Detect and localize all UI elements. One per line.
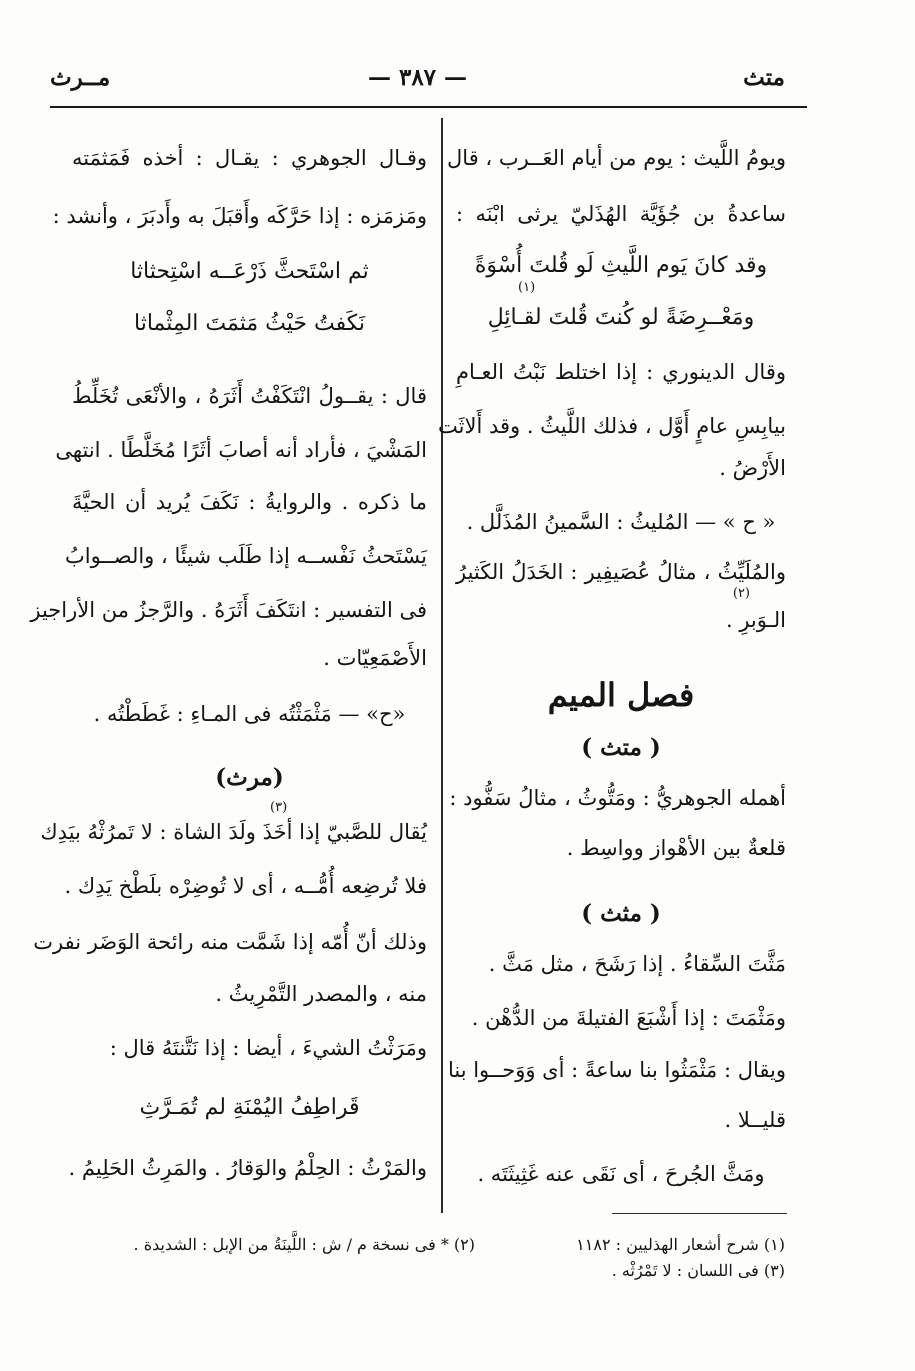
text-line: ومَرَثْتُ الشيءَ ، أيضا : إذا نَتَّنتَهُ قال :: [109, 1036, 427, 1060]
section-title: فصل الميم: [547, 676, 695, 714]
page-header: [50, 64, 785, 108]
header-rule: [50, 106, 807, 108]
page-number: — ٣٨٧ —: [367, 64, 468, 91]
text-line: ومَزمَزه : إذا حَرَّكَه وأَقبَلَ به وأَدبَرَ ، وأنشد :: [52, 204, 427, 228]
text-line: ويومُ اللَّيث : يوم من أيام العَــرب ، قال: [447, 146, 786, 170]
entry-heading: ( مثث ): [581, 900, 661, 927]
footnote-3: (٣) فى اللسان : لا تَمْرُثْه .: [611, 1261, 785, 1280]
verse-line: نَكَفتُ حَيْثُ مَثمَتَ المِثْماثا: [134, 311, 365, 336]
text-line: الـوَبرِ .: [725, 608, 786, 632]
text-line: فى التفسير : انتَكَفَ أَثَرَهُ . والرَّجزُ من الأراجيز: [30, 598, 427, 622]
entry-heading: ( متث ): [581, 734, 661, 761]
text-line: بيابِسِ عامٍ أَوَّل ، فذلك اللَّيثُ . وقد أَلاثَت: [438, 414, 786, 438]
text-line: ساعدةُ بن جُؤَيَّة الهُذَليّ يرثى ابْنَه :: [456, 202, 786, 226]
text-line: ما ذكره . والروايةُ : نَكَفَ يُريد أن الحيَّةَ: [72, 490, 427, 514]
footnote-rule: [612, 1213, 787, 1214]
text-line: ومَثَّ الجُرحَ ، أى نَقَى عنه غَثِيثَتَه .: [477, 1162, 765, 1186]
header-right-word: متث: [743, 64, 785, 91]
footnote-marker: (٣): [270, 800, 288, 815]
text-line: « ح » — المُليثُ : السَّمينُ المُذَلَّل .: [466, 510, 776, 534]
text-line: ومَثْمَتَ : إذا أَشْبَعَ الفتيلةَ من الدُّهْن .: [471, 1006, 786, 1030]
text-line: فلا تُرضِعه أُمُّــه ، أى لا تُوضِرْه بلَطْخ يَدِك .: [64, 874, 427, 898]
text-line: المَشْيَ ، فأراد أنه أصابَ أثَرًا مُخَلَّطًا . انتهى: [55, 438, 427, 462]
verse-line: ومَعْــرِضَةً لو كُنتَ قُلتَ لقـائِلِ: [487, 305, 755, 330]
text-line: والمَرْثُ : الحِلْمُ والوَقارُ . والمَرِثُ الحَلِيمُ .: [68, 1156, 427, 1180]
text-line: يَسْتَحثُ نَفْســه إذا طَلَب شيئًا ، والصــوابُ: [64, 544, 427, 568]
footnote-marker: (١): [518, 280, 536, 295]
text-line: وذلك أنّ أُمّه إذا شَمَّت منه رائحة الوَضَر نفرت: [33, 930, 427, 954]
text-line: الأَرْضُ .: [719, 456, 786, 480]
text-line: مَثَّتَ السِّقاءُ . إذا رَشَحَ ، مثل مَثَّ .: [488, 952, 786, 976]
text-line: والمُلَيِّثُ ، مثالُ عُصَيفِير : الخَدَلُ الكَثيرُ: [456, 560, 786, 584]
text-line: الأَصْمَعِيّات .: [323, 646, 427, 670]
verse-line: ثم اسْتَحثَّ ذَرْعَــه اسْتِحثاثا: [130, 259, 369, 284]
verse-line: وقد كانَ يَوم اللَّيثِ لَو قُلتَ أُسْوَةً: [474, 253, 768, 278]
text-line: أهمله الجوهريُّ : ومَتُّوثُ ، مثالُ سَفُّود :: [449, 786, 786, 810]
footnote-2: (٢) * فى نسخة م / ش : اللَّينَةُ من الإبل : الشديدة .: [133, 1235, 475, 1254]
text-line: «ح» — مَثْمَثْتُه فى المـاءِ : غَطَطْتُه .: [93, 702, 406, 726]
text-line: وقال الدينوري : إذا اختلط نَبْتُ العـامِ: [456, 360, 786, 384]
text-line: قلعةٌ بين الأهْواز وواسِط .: [566, 836, 786, 860]
column-divider: [441, 118, 443, 1213]
text-line: وقـال الجوهري : يقـال : أخذه فَمَثمَته: [72, 146, 427, 170]
verse-line: قَراطِفُ اليُمْنَةِ لم تُمَـرَّثِ: [139, 1095, 360, 1120]
text-line: قليــلا .: [724, 1108, 786, 1132]
text-line: قال : يقــولُ انْتَكَفْتُ أَثَرَهُ ، والأنْعَى تُخَلِّطُ: [72, 384, 427, 408]
text-line: يُقال للصَّبيّ إذا أخَذَ ولَدَ الشاة : لا تَمرُثْهُ بيَدِك: [40, 820, 427, 844]
footnote-1: (١) شرح أشعار الهذليين : ١١٨٢: [576, 1235, 785, 1254]
entry-heading: (مرث): [215, 764, 284, 791]
header-left-word: مــرث: [50, 64, 111, 91]
text-line: ويقال : مَثْمَثُوا بنا ساعةً : أى وَوَحــوا بنا: [447, 1058, 786, 1082]
text-line: منه ، والمصدر التَّمْرِيثُ .: [215, 982, 427, 1006]
footnote-marker: (٢): [732, 586, 750, 601]
